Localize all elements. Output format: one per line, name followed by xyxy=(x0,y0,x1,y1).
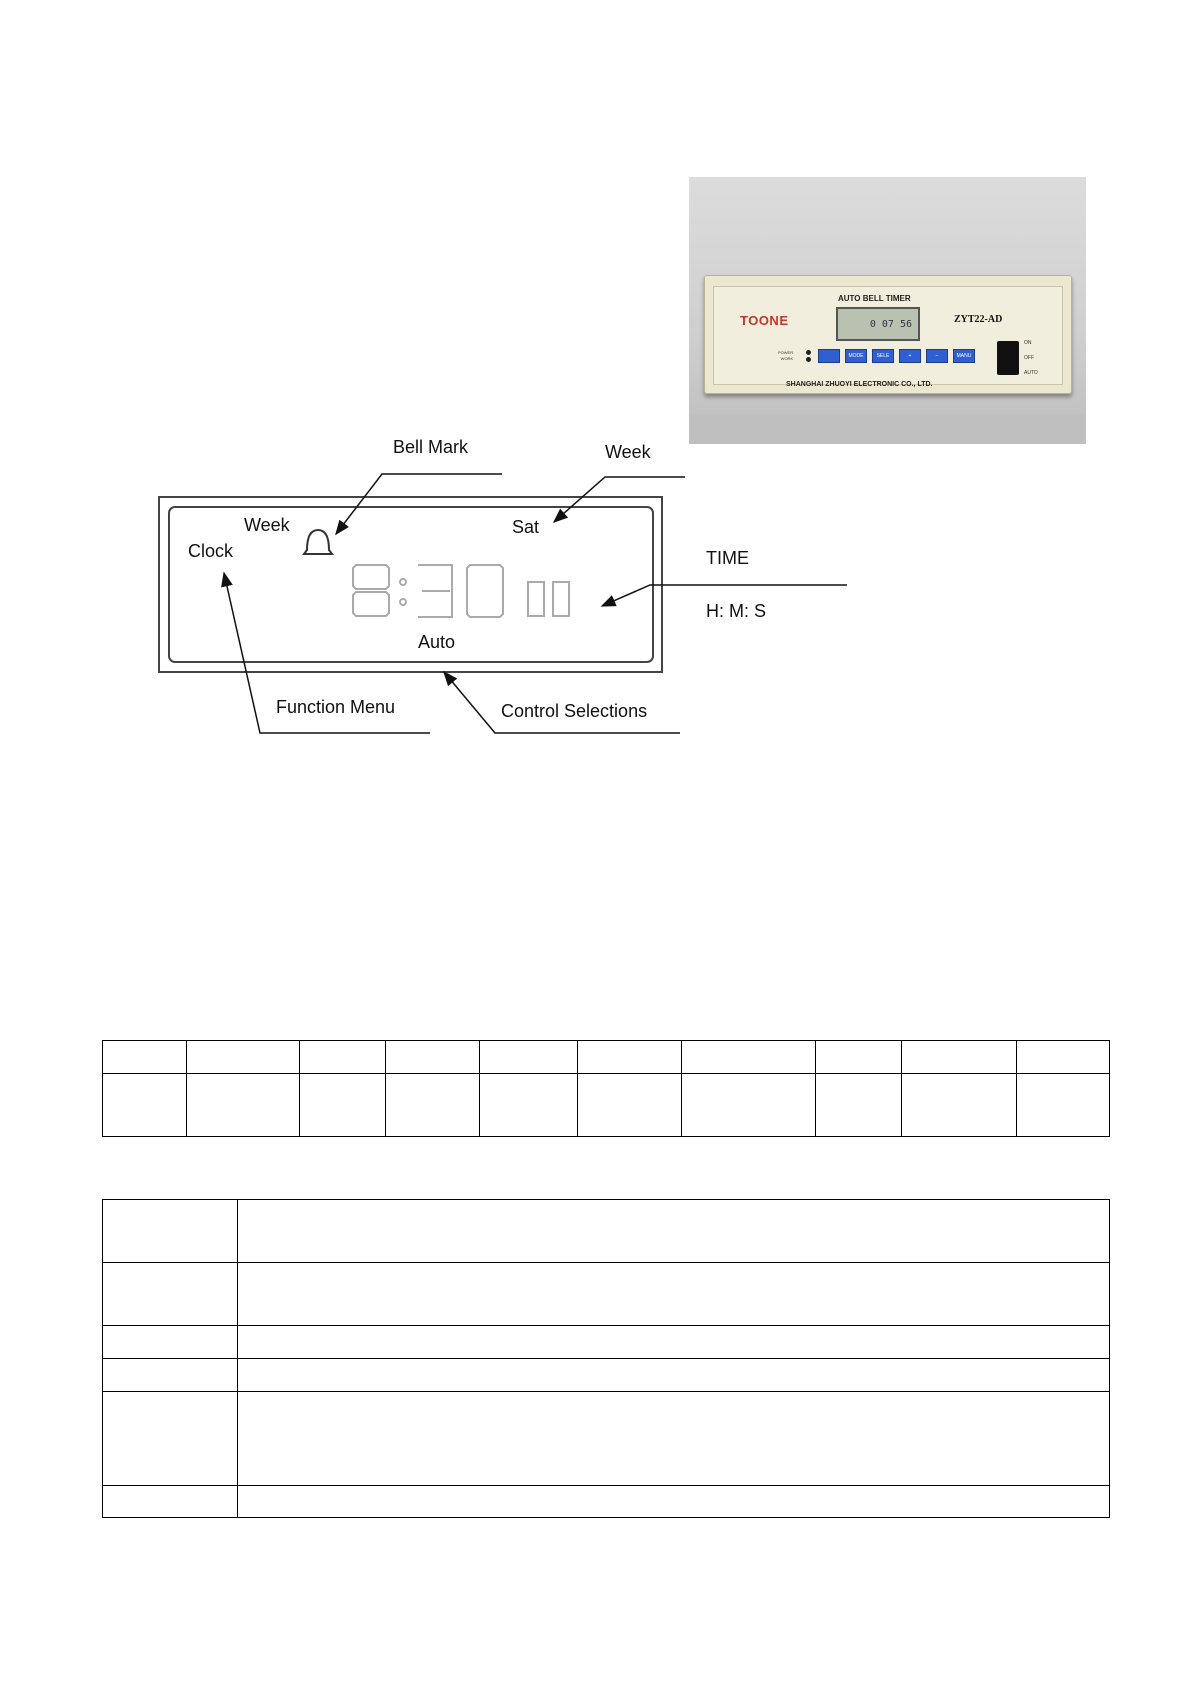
switch-label-auto: AUTO xyxy=(1024,370,1038,376)
device-brand-logo: TOONE xyxy=(740,313,789,328)
switch-label-on: ON xyxy=(1024,340,1032,346)
table-cell xyxy=(577,1074,681,1137)
led-label-power: POWER xyxy=(778,350,794,355)
table-cell xyxy=(299,1041,385,1074)
auto-label: Auto xyxy=(418,632,456,652)
table-cell xyxy=(103,1392,238,1486)
table-row xyxy=(103,1200,1110,1263)
table-two xyxy=(102,1199,1110,1518)
device-title: AUTO BELL TIMER xyxy=(838,294,911,303)
table-row xyxy=(103,1359,1110,1392)
table-cell xyxy=(103,1041,187,1074)
hms-label: H: M: S xyxy=(706,601,767,621)
table-cell xyxy=(103,1326,238,1359)
table-row xyxy=(103,1326,1110,1359)
bell-mark-label: Bell Mark xyxy=(393,437,469,457)
table-cell xyxy=(238,1326,1110,1359)
device-button-plus: + xyxy=(899,349,921,363)
digit-0 xyxy=(467,565,503,617)
table-cell xyxy=(479,1041,577,1074)
digit-3 xyxy=(418,565,452,617)
colon-dot-top xyxy=(400,579,406,585)
table-cell xyxy=(299,1074,385,1137)
led-label-work: WORK xyxy=(780,356,794,361)
device-button-minus: − xyxy=(926,349,948,363)
device-button-sele: SELE xyxy=(872,349,894,363)
table-cell xyxy=(816,1074,902,1137)
table-cell xyxy=(238,1359,1110,1392)
lcd-inner-frame xyxy=(169,507,653,662)
table-cell xyxy=(816,1041,902,1074)
table-one xyxy=(102,1040,1110,1137)
table-cell xyxy=(238,1263,1110,1326)
clock-label: Clock xyxy=(188,541,234,561)
table-cell xyxy=(103,1263,238,1326)
table-row xyxy=(103,1074,1110,1137)
device-button-mode: MODE xyxy=(845,349,867,363)
colon-dot-bottom xyxy=(400,599,406,605)
table-cell xyxy=(187,1074,300,1137)
table-cell xyxy=(103,1486,238,1518)
control-selections-label: Control Selections xyxy=(501,701,648,721)
table-cell xyxy=(902,1074,1017,1137)
device-lcd-readout: 0 07 56 xyxy=(869,319,912,330)
time-label: TIME xyxy=(706,548,749,568)
table-cell xyxy=(103,1074,187,1137)
bell-icon xyxy=(304,530,332,554)
seconds-digits xyxy=(528,582,569,616)
table-row xyxy=(103,1041,1110,1074)
lcd-diagram-graphic xyxy=(0,0,1191,760)
table-row xyxy=(103,1486,1110,1518)
table-cell xyxy=(479,1074,577,1137)
table-row xyxy=(103,1263,1110,1326)
table-cell xyxy=(238,1486,1110,1518)
table-cell xyxy=(238,1392,1110,1486)
lcd-time-digits xyxy=(353,565,569,617)
switch-label-off: OFF xyxy=(1024,355,1034,361)
lcd-diagram xyxy=(0,0,1191,760)
table-cell xyxy=(1016,1074,1109,1137)
table-row xyxy=(103,1392,1110,1486)
table-cell xyxy=(681,1074,816,1137)
table-cell xyxy=(385,1074,479,1137)
device-model: ZYT22-AD xyxy=(954,314,1003,325)
table-cell xyxy=(1016,1041,1109,1074)
table-cell xyxy=(577,1041,681,1074)
week-label: Week xyxy=(244,515,290,535)
table-cell xyxy=(187,1041,300,1074)
digit-8 xyxy=(353,565,389,616)
week-leader xyxy=(554,477,685,522)
table-cell xyxy=(238,1200,1110,1263)
sat-label: Sat xyxy=(512,517,540,537)
table-cell xyxy=(902,1041,1017,1074)
device-company-name: SHANGHAI ZHUOYI ELECTRONIC CO., LTD. xyxy=(786,381,933,388)
table-cell xyxy=(681,1041,816,1074)
function-menu-label: Function Menu xyxy=(276,697,396,717)
week-callout-label: Week xyxy=(605,442,651,462)
bell-mark-leader xyxy=(336,474,502,534)
table-cell xyxy=(385,1041,479,1074)
lcd-outer-frame xyxy=(159,497,662,672)
table-cell xyxy=(103,1359,238,1392)
table-cell xyxy=(103,1200,238,1263)
device-button-manu: MANU xyxy=(953,349,975,363)
